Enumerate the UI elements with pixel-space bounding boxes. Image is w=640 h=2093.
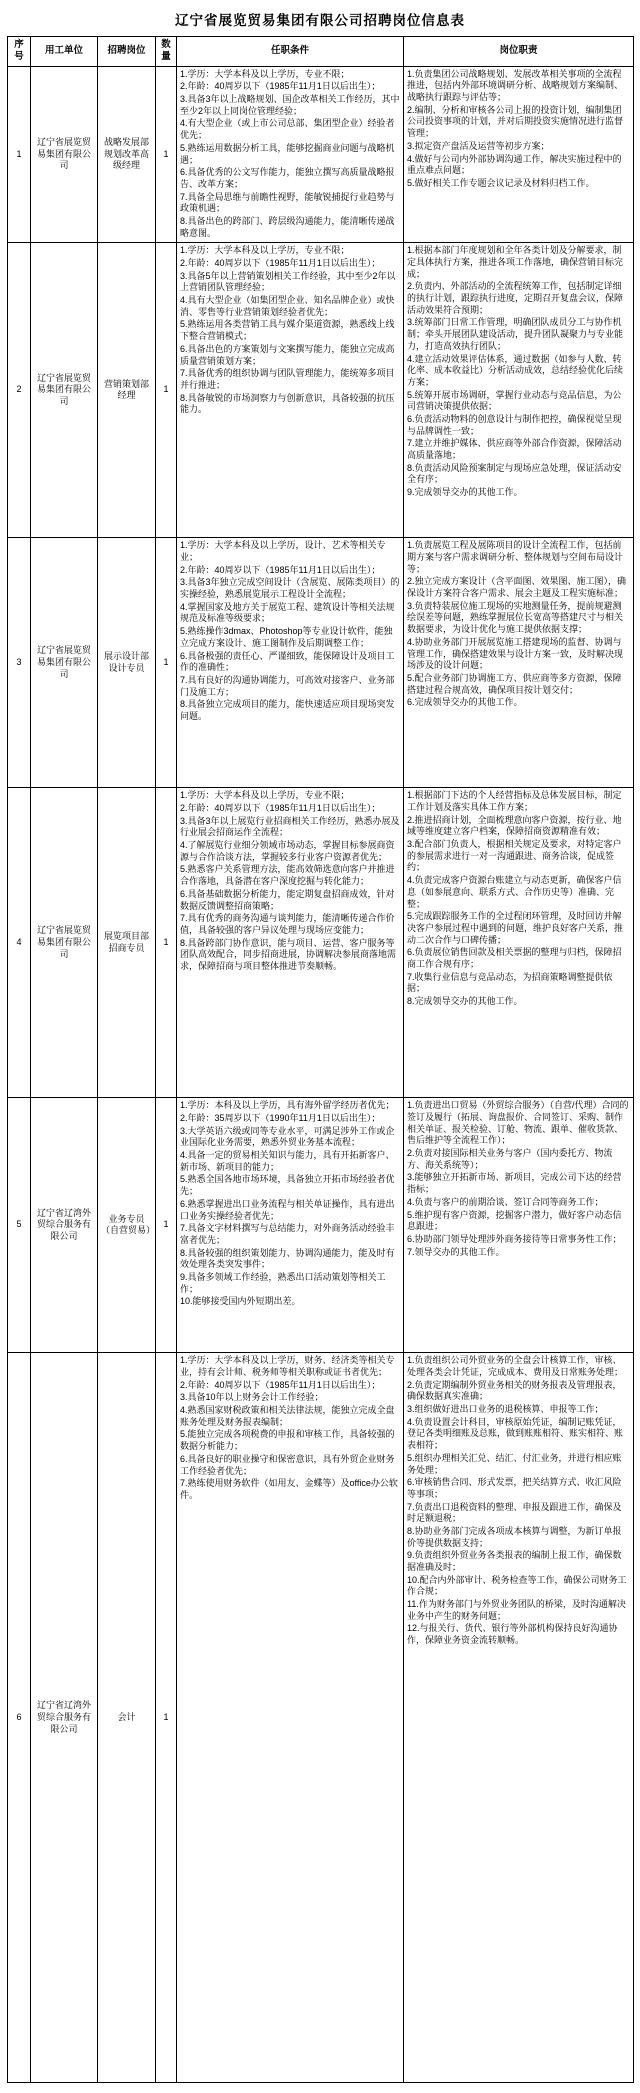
duty-line: 1.负责组织公司外贸业务的全盘会计核算工作，审核、处理各类会计凭证，完成成本、费用及日常账务处理； [407,1355,624,1377]
condition-line: 8.具备独立完成项目的能力，能快速适应项目现场突发问题。 [180,699,395,721]
duty-line: 4.负责设置会计科目，审核原始凭证，编制记账凭证，登记各类明细账及总账，做到账账相符、账实相符、账表相符； [407,1416,624,1451]
condition-line: 2.年龄：40周岁以下（1985年11月1日以后出生）； [180,564,381,575]
condition-line: 7.具有优秀的商务沟通与谈判能力，能清晰传递合作价值，具备较强的客户异议处理与现场应变能力； [180,913,395,935]
duty-line: 3.组织做好进出口业务的退税核算、申报等工作； [407,1404,604,1415]
condition-line: 1.学历：大学本科及以上学历，设计、艺术等相关专业； [180,540,386,562]
condition-line: 7.具备文字材料撰写与总结能力，对外商务活动经验丰富者优先； [180,1223,395,1245]
duty-line: 8.负责活动风险预案制定与现场应急处理，保证活动安全有序； [407,462,622,485]
count-cell: 1 [156,66,177,243]
condition-line: 1.学历：大学本科及以上学历，专业不限； [180,245,350,256]
duty-line: 5.做好相关工作专题会议记录及材料归档工作。 [407,177,595,188]
condition-line: 2.年龄：40周岁以下（1985年11月1日以后出生）； [180,81,381,92]
table-body [8,66,634,2083]
duty-line: 4.建立活动效果评估体系，通过数据（如参与人数、转化率、成本收益比）分析活动成效，总结经验优化后续方案； [407,353,624,387]
serial-cell: 3 [8,538,31,788]
count-cell: 1 [156,788,177,1098]
employer-cell: 辽宁省展览贸易集团有限公司 [31,243,98,538]
table-row [8,538,634,788]
header-cell-serial: 序号 [8,37,31,67]
duties-cell [404,788,634,1098]
duty-line: 7.领导交办的其他工作。 [407,1246,505,1257]
condition-line: 6.熟悉掌握进出口业务流程与相关单证操作，具有进出口业务实操经验者优先； [180,1198,395,1221]
duties-cell [404,538,634,788]
duty-line: 8.协助业务部门完成各项成本核算与调整，为新订单报价等提供数据支持； [407,1525,622,1548]
condition-line: 3.具备3年以上战略规划、国企改革相关工作经历，其中至少2年以上同岗位管理经验； [180,94,400,116]
condition-line: 5.熟练运用各类营销工具与媒介渠道资源，熟悉线上线下整合营销模式； [180,319,395,342]
conditions-cell [177,538,404,788]
employer-cell: 辽宁省展览贸易集团有限公司 [31,788,98,1098]
serial-cell: 5 [8,1098,31,1353]
duty-line: 3.能够独立开拓新市场、新项目，完成公司下达的经营指标； [407,1172,622,1195]
conditions-cell [177,1098,404,1353]
duty-line: 2.独立完成方案设计（含平面图、效果图、施工图），确保设计方案符合客户需求、展会主题及工程实施标准； [407,576,627,599]
position-cell: 展示设计部设计专员 [98,538,156,788]
duties-cell [404,66,634,243]
position-cell: 战略发展部规划改革高级经理 [98,66,156,243]
duty-line: 9.完成领导交办的其他工作。 [407,487,523,498]
employer-cell: 辽宁省展览贸易集团有限公司 [31,538,98,788]
employer-cell: 辽宁省辽湾外贸综合服务有限公司 [31,1098,98,1353]
condition-line: 6.具备出色的方案策划与文案撰写能力，能独立完成高质量营销策划方案； [180,343,395,366]
count-cell: 1 [156,538,177,788]
table-header-row [8,37,634,67]
duty-line: 4.负责与客户的前期洽谈、签订合同等商务工作； [407,1196,604,1207]
duties-cell [404,243,634,538]
conditions-cell [177,243,404,538]
position-cell: 会计 [98,1353,156,2083]
condition-line: 4.有大型企业（或上市公司总部、集团型企业）经验者优先； [180,118,395,141]
duty-line: 2.负责对接国际相关业务与客户（国内委托方、物流方、海关系统等）； [407,1148,613,1170]
condition-line: 5.熟练操作3dmax、Photoshop等专业设计软件，能独立完成方案设计、施工图制作及后期调整工作； [180,626,393,648]
serial-cell: 1 [8,66,31,243]
duty-line: 4.负责完成客户资源台账建立与动态更新，确保客户信息（如参展意向、联系方式、合作历史等）准确、完整； [407,875,622,909]
condition-line: 1.学历：本科及以上学历，具有海外留学经历者优先； [180,1100,395,1111]
condition-line: 6.具备基础数据分析能力，能定期复盘招商成效，针对数据反馈调整招商策略； [180,888,395,911]
duty-line: 6.协助部门领导处理涉外商务接待等日常事务性工作； [407,1233,622,1244]
condition-line: 8.具备较强的组织策划能力、协调沟通能力，能及时有效处理各类突发事件； [180,1247,395,1270]
duty-line: 5.维护现有客户资源，挖掘客户潜力，做好客户动态信息跟进； [407,1209,622,1232]
duty-line: 3.统筹部门日常工作管理，明确团队成员分工与协作机制；牵头开展团队建设活动，提升团队凝聚力与专业能力，打造高效执行团队； [407,317,624,351]
header-cell-employer: 用工单位 [31,37,98,67]
count-cell: 1 [156,1098,177,1353]
conditions-cell [177,788,404,1098]
condition-line: 3.具备10年以上财务会计工作经验； [180,1392,324,1403]
duty-line: 5.完成跟踪服务工作的全过程闭环管理，及时回访并解决客户参展过程中遇到的问题，维护良好客户关系，推动二次合作与口碑传播； [407,911,624,945]
duty-line: 4.做好与公司内外部协调沟通工作，解决实施过程中的重点难点问题； [407,153,622,176]
duty-line: 1.负责展览工程及展陈项目的设计全流程工作，包括前期方案与客户需求调研分析、整体规划与空间布局设计等； [407,540,624,574]
position-cell: 业务专员（自营贸易） [98,1098,156,1353]
condition-line: 1.学历：大学本科及以上学历，财务、经济类等相关专业，持有会计师、税务师等相关职称或证书者优先； [180,1355,395,1377]
header-cell-count: 数量 [156,37,177,67]
count-cell: 1 [156,1353,177,2083]
count-cell: 1 [156,243,177,538]
duty-line: 11.作为财务部门与外贸业务团队的桥梁，及时沟通解决业务中产生的财务问题； [407,1599,626,1621]
duty-line: 2.推进招商计划，全面梳理意向客户资源，按行业、地域等维度建立客户档案，保障招商资源精准有效； [407,814,622,837]
duty-line: 10.配合内外部审计、税务检查等工作，确保公司财务工作合规； [407,1574,627,1597]
duty-line: 1.根据部门下达的个人经营指标及总体发展目标，制定工作计划及落实具体工作方案； [407,790,622,812]
condition-line: 6.具备极强的责任心、严谨细致，能保障设计及项目工作的准确性； [180,650,395,673]
serial-cell: 6 [8,1353,31,2083]
header-cell-duties: 岗位职责 [404,37,634,67]
condition-line: 8.具备敏锐的市场洞察力与创新意识，具备较强的抗压能力。 [180,392,395,415]
position-cell: 展览项目部招商专员 [98,788,156,1098]
duty-line: 1.负责进出口贸易（外贸综合服务）（自营/代理）合同的签订及履行（拓展、询盘报价、合同签订、采购、制作相关单证、报关检验、订舱、物流、跟单、催收货款、售后维护等全流程工作）； [407,1100,629,1146]
duty-line: 5.配合业务部门协调施工方、供应商等多方资源，保障搭建过程合规高效，确保项目按计划交付； [407,672,622,695]
table-row [8,1353,634,2083]
duty-line: 6.审核销售合同、形式发票，把关结算方式、收汇风险等事项； [407,1477,622,1499]
duties-cell [404,1098,634,1353]
condition-line: 3.具备5年以上营销策划相关工作经验，其中至少2年以上营销团队管理经验； [180,270,396,293]
condition-line: 7.熟练使用财务软件（如用友、金蝶等）及office办公软件。 [180,1478,398,1500]
condition-line: 1.学历：大学本科及以上学历，专业不限； [180,68,350,79]
duty-line: 6.完成领导交办的其他工作。 [407,697,523,708]
table-row [8,66,634,243]
condition-line: 3.具备3年独立完成空间设计（含展览、展陈类项目）的实操经验，熟悉展览展示工程设计全流程； [180,577,400,600]
duty-line: 1.根据本部门年度规划和全年各类计划及分解要求，制定具体执行方案，推进各项工作落地，确保营销目标完成； [407,245,624,279]
condition-line: 6.具备良好的职业操守和保密意识，具有外贸企业财务工作经验者优先； [180,1453,395,1476]
condition-line: 5.能独立完成各项税费的申报和审核工作，具备较强的数据分析能力； [180,1429,395,1452]
condition-line: 8.具备跨部门协作意识，能与项目、运营、客户服务等团队高效配合，同步招商进展，协调解决参展商落地需求，保障招商与项目整体推进节奏顺畅。 [180,937,397,971]
condition-line: 4.掌握国家及地方关于展览工程、建筑设计等相关法规规范及标准等级要求； [180,601,395,624]
duty-line: 3.配合部门负责人，根据相关规定及要求，对特定客户的参展需求进行一对一沟通跟进、商务洽谈，促成签约； [407,839,622,873]
duty-line: 2.负责定期编制外贸业务相关的财务报表及管理报表，确保数据真实准确； [407,1379,622,1402]
duty-line: 9.负责组织外贸业务各类报表的编制上报工作，确保数据准确及时； [407,1550,622,1572]
condition-line: 7.具有良好的沟通协调能力，可高效对接客户、业务部门及施工方； [180,674,395,697]
condition-line: 2.年龄：40周岁以下（1985年11月1日以后出生）； [180,258,381,268]
condition-line: 7.具备全局思维与前瞻性视野，能敏锐捕捉行业趋势与政策机遇； [180,191,395,214]
table-row [8,1098,634,1353]
duty-line: 1.负责集团公司战略规划、发展改革相关事项的全流程推进，包括内外部环境调研分析、战略规划方案编制、战略执行跟踪与评估等； [407,68,624,103]
duty-line: 7.负责出口退税资料的整理、申报及跟进工作，确保及时足额退税； [407,1501,622,1524]
serial-cell: 2 [8,243,31,538]
duty-line: 7.收集行业信息与竞品动态，为招商策略调整提供依据； [407,971,613,994]
duty-line: 8.完成领导交办的其他工作。 [407,996,523,1006]
table-row [8,243,634,538]
conditions-cell [177,66,404,243]
condition-line: 4.具备一定的贸易相关知识与能力，具有开拓新客户、新市场、新项目的能力； [180,1150,395,1172]
condition-line: 4.熟悉国家财税政策和相关法律法规，能独立完成全盘账务处理及财务报表编制； [180,1405,395,1427]
condition-line: 1.学历：大学本科及以上学历，专业不限； [180,790,350,801]
position-cell: 营销策划部经理 [98,243,156,538]
condition-line: 4.具有大型企业（如集团型企业、知名品牌企业）或快消、零售等行业营销策划经验者优先； [180,295,395,317]
duties-cell [404,1353,634,2083]
duty-line: 5.组织办理相关汇兑、结汇、付汇业务，并进行相应账务处理； [407,1452,622,1475]
condition-line: 4.了解展览行业细分领域市场动态，掌握目标参展商资源与合作洽谈方法，掌握较多行业客户资源者优先； [180,840,395,862]
conditions-cell [177,1353,404,2083]
duty-line: 6.负责活动物料的创意设计与制作把控，确保视觉呈现与品牌调性一致； [407,413,622,436]
condition-line: 2.年龄：35周岁以下（1990年11月1日以后出生）； [180,1113,381,1123]
duty-line: 12.与报关行、货代、银行等外部机构保持良好沟通协作，保障业务资金流转顺畅。 [407,1623,618,1646]
employer-cell: 辽宁省展览贸易集团有限公司 [31,66,98,243]
condition-line: 3.大学英语六级或同等专业水平，可满足涉外工作或企业国际化业务需要，熟悉外贸业务基本流程； [180,1125,395,1148]
job-table [7,36,634,2083]
condition-line: 5.熟悉全国各地市场环境，具备独立开拓市场经验者优先； [180,1174,395,1197]
header-cell-conditions: 任职条件 [177,37,404,67]
condition-line: 10.能够接受国内外短期出差。 [180,1296,301,1307]
table-row [8,788,634,1098]
condition-line: 8.具备出色的跨部门、跨层级沟通能力，能清晰传递战略意图。 [180,215,395,238]
condition-line: 6.具备优秀的公文写作能力，能独立撰写高质量战略报告、改革方案； [180,167,395,189]
condition-line: 3.具备3年以上展览行业招商相关工作经历，熟悉办展及行业展会招商运作全流程； [180,815,400,838]
condition-line: 2.年龄：40周岁以下（1985年11月1日以后出生）； [180,803,381,813]
condition-line: 9.具备多领域工作经验，熟悉出口活动策划等相关工作； [180,1271,386,1294]
condition-line: 5.熟悉客户关系管理方法，能高效筛选意向客户并推进合作落地，具备潜在客户深度挖掘与转化能力； [180,864,395,887]
duty-line: 7.建立并维护媒体、供应商等外部合作资源，保障活动高质量落地； [407,438,622,460]
duty-line: 4.协助业务部门开展展览施工搭建现场的监督、协调与管理工作，确保搭建效果与设计方案一致，及时解决现场涉及的设计问题； [407,636,624,671]
duty-line: 6.负责展位销售回款及相关票据的整理与归档，保障招商工作合规有序； [407,947,622,969]
duty-line: 3.负责特装展位施工现场的实地测量任务，提前规避测绘误差等问题，熟练掌握展位长宽高等搭建尺寸与相关数据要求，为设计优化与施工提供依据支撑； [407,600,624,635]
header-cell-position: 招聘岗位 [98,37,156,67]
duty-line: 2.编制、分析和审核各公司上报的投资计划，编制集团公司投资事项的计划，并对后期投资实施情况进行监督管理； [407,104,624,139]
duty-line: 2.负责内、外部活动的全流程统筹工作，包括制定详细的执行计划，跟踪执行进度，定期召开复盘会议，保障活动效果符合预期； [407,281,624,315]
page-title: 辽宁省展览贸易集团有限公司招聘岗位信息表 [175,13,465,28]
condition-line: 2.年龄：40周岁以下（1985年11月1日以后出生）； [180,1379,381,1390]
duty-line: 5.统筹开展市场调研，掌握行业动态与竞品信息，为公司营销决策提供依据； [407,389,622,412]
condition-line: 7.具备优秀的组织协调与团队管理能力，能统筹多项目并行推进； [180,368,395,390]
serial-cell: 4 [8,788,31,1098]
employer-cell: 辽宁省辽湾外贸综合服务有限公司 [31,1353,98,2083]
duty-line: 3.拟定资产盘活及运营等初步方案； [407,140,550,151]
condition-line: 5.熟练运用数据分析工具，能够挖掘商业问题与战略机遇； [180,142,395,165]
